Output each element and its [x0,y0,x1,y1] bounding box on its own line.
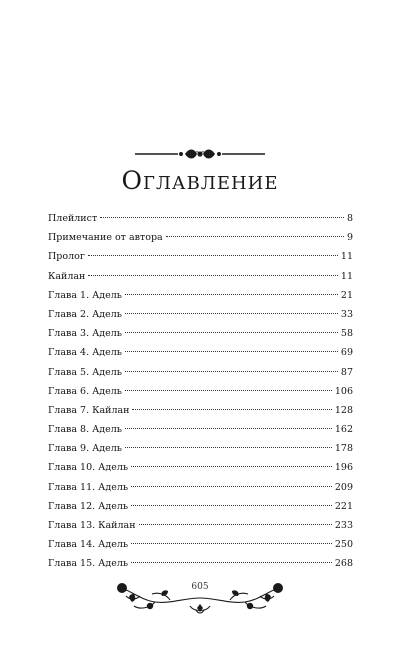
toc-entry-title: Глава 15. Адель [48,558,129,570]
toc-entry-title: Глава 5. Адель [48,366,122,378]
toc-dot-leader [88,274,338,276]
page-number: 605 [191,582,209,592]
toc-entry [48,363,353,382]
toc-dot-leader [125,446,332,448]
toc-dot-leader [125,331,338,333]
toc-entry-title: Глава 9. Адель [48,443,122,455]
footer-ornament [0,576,400,616]
toc-entry [48,439,353,458]
toc-entry [48,209,353,228]
toc-entry [48,267,353,286]
toc-entry-title: Примечание от автора [48,232,163,244]
toc-dot-leader [125,293,338,295]
toc-dot-leader [132,408,331,410]
top-ornament-icon [133,146,267,162]
toc-entry [48,382,353,401]
toc-entry [48,401,353,420]
toc-entry-title: Глава 10. Адель [48,462,129,474]
toc-entry-page: 178 [334,443,353,455]
title-block [0,146,400,195]
toc-dot-leader [131,561,332,563]
toc-entry-page: 87 [340,366,353,378]
toc-entry [48,458,353,477]
toc-dot-leader [131,542,332,544]
toc-entry [48,305,353,324]
table-of-contents [48,209,353,574]
toc-entry-page: 33 [340,308,353,320]
toc-entry-title: Пролог [48,251,85,263]
toc-dot-leader [125,389,332,391]
toc-entry-title: Глава 2. Адель [48,308,122,320]
toc-dot-leader [131,485,332,487]
toc-dot-leader [131,465,332,467]
toc-entry-title: Глава 14. Адель [48,539,129,551]
toc-dot-leader [131,504,332,506]
toc-entry-title: Плейлист [48,213,98,224]
toc-entry [48,478,353,497]
toc-dot-leader [139,523,332,525]
toc-entry-page: 233 [334,520,353,531]
toc-entry-page: 69 [340,347,353,359]
toc-entry-title: Глава 7. Кайлан [48,404,130,416]
toc-dot-leader [88,254,338,256]
toc-entry-page: 58 [340,328,353,340]
toc-entry-page: 162 [334,424,353,436]
toc-entry-page: 106 [334,385,353,397]
toc-entry-page: 196 [334,462,353,474]
toc-dot-leader [125,350,338,352]
toc-entry-page: 209 [334,481,353,493]
toc-entry [48,535,353,554]
toc-entry-title: Кайлан [48,270,86,282]
toc-entry-page: 221 [334,500,353,512]
toc-entry [48,554,353,573]
toc-dot-leader [125,370,338,372]
toc-entry [48,247,353,266]
toc-entry-title: Глава 6. Адель [48,385,122,397]
page-title: Оглавление [121,166,279,195]
toc-dot-leader [100,216,344,218]
toc-entry [48,343,353,362]
toc-dot-leader [125,312,338,314]
toc-dot-leader [125,427,332,429]
toc-entry [48,228,353,247]
toc-entry-page: 250 [334,539,353,551]
toc-entry-page: 21 [340,289,353,301]
toc-entry-page: 9 [346,232,353,244]
toc-entry [48,420,353,439]
toc-entry-page: 128 [334,404,353,416]
toc-entry-title: Глава 1. Адель [48,289,122,301]
toc-dot-leader [166,235,344,237]
toc-entry-title: Глава 3. Адель [48,328,122,340]
toc-entry [48,286,353,305]
toc-entry-page: 268 [334,558,353,570]
toc-entry-page: 8 [346,213,353,224]
toc-entry-page: 11 [340,251,353,263]
toc-entry [48,516,353,535]
toc-entry-title: Глава 13. Кайлан [48,520,136,531]
toc-entry-title: Глава 12. Адель [48,500,129,512]
toc-entry [48,324,353,343]
toc-entry-title: Глава 11. Адель [48,481,129,493]
toc-entry-title: Глава 4. Адель [48,347,122,359]
toc-entry-title: Глава 8. Адель [48,424,122,436]
toc-entry-page: 11 [340,270,353,282]
toc-entry [48,497,353,516]
